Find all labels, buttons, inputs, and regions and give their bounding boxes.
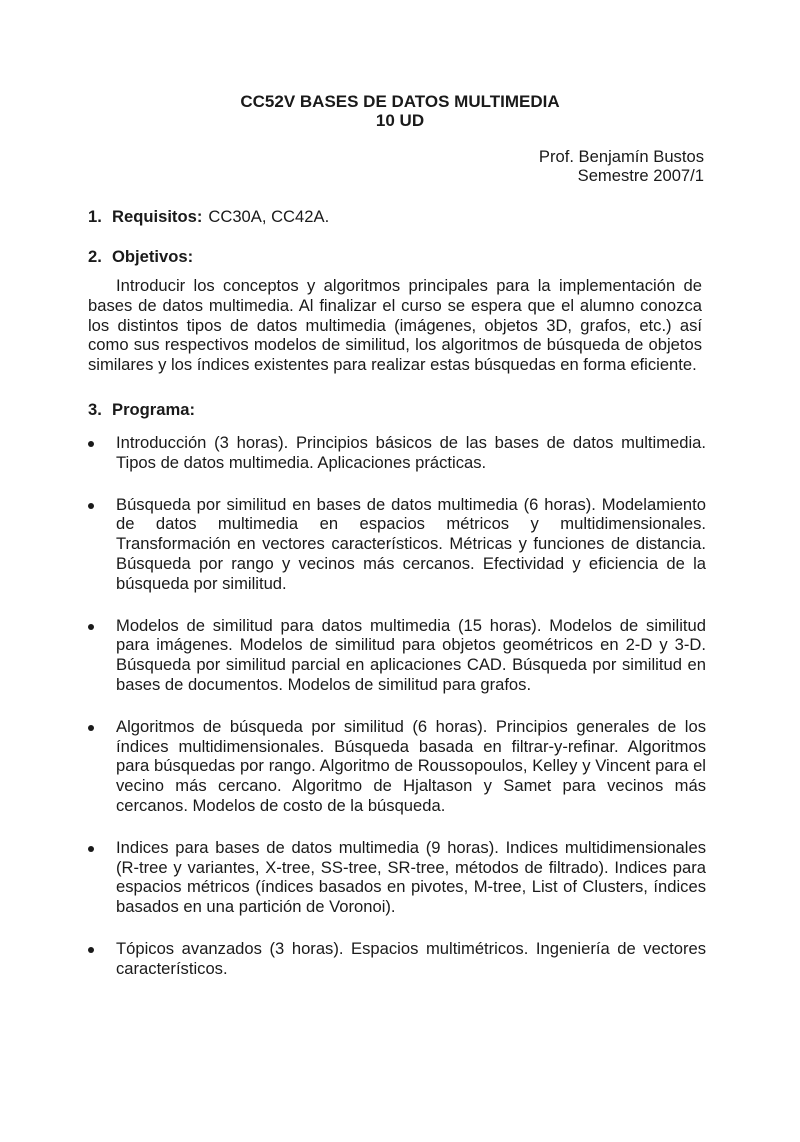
list-item	[88, 433, 706, 473]
requisites-value: CC30A, CC42A.	[208, 207, 330, 226]
list-item	[88, 838, 706, 917]
bullet-icon	[88, 503, 94, 509]
objectives-paragraph	[88, 276, 702, 375]
program-item-text: Algoritmos de búsqueda por similitud (6 horas). Principios generales de los índices multidimensionales. Búsqueda basada en filtrar-y-refinar. Algoritmos para búsquedas por rango. Algoritmo de Roussopoulos, Kelley y Vincent para el vecino más cercano. Algoritmo de Hjaltason y Samet para vecinos más cercanos. Modelos de costo de la búsqueda.	[116, 716, 706, 815]
section-number: 2.	[88, 247, 102, 266]
list-item	[88, 616, 706, 695]
list-item	[88, 717, 706, 816]
program-list	[88, 433, 706, 1001]
section-number: 3.	[88, 400, 102, 419]
bullet-icon	[88, 947, 94, 953]
program-item-text: Búsqueda por similitud en bases de datos multimedia (6 horas). Modelamiento de datos multimedia en espacios métricos y multidimensionales. Transformación en vectores característicos. Métricas y funciones de distancia. Búsqueda por rango y vecinos más cercanos. Efectividad y eficiencia de la búsqueda por similitud.	[116, 494, 706, 593]
bullet-icon	[88, 846, 94, 852]
program-item-text: Indices para bases de datos multimedia (9 horas). Indices multidimensionales (R-tree y variantes, X-tree, SS-tree, SR-tree, métodos de filtrado). Indices para espacios métricos (índices basados en pivotes, M-tree, List of Clusters, índices basados en una partición de Voronoi).	[116, 837, 706, 917]
section-requisites	[88, 207, 329, 228]
section-label: Objetivos:	[112, 247, 194, 266]
program-item-text: Modelos de similitud para datos multimedia (15 horas). Modelos de similitud para imágenes. Modelos de similitud para objetos geométricos en 2-D y 3-D. Búsqueda por similitud parcial en aplicaciones CAD. Búsqueda por similitud en bases de documentos. Modelos de similitud para grafos.	[116, 615, 706, 694]
semester: Semestre 2007/1	[577, 166, 704, 185]
objectives-text: Introducir los conceptos y algoritmos principales para la implementación de bases de datos multimedia. Al finalizar el curso se espera que el alumno conozca los distintos tipos de datos multimedia (imágenes, objetos 3D, grafos, etc.) así como sus respectivos modelos de similitud, los algoritmos de búsqueda de objetos similares y los índices existentes para realizar estas búsquedas en forma eficiente.	[88, 276, 702, 375]
section-objectives	[88, 247, 193, 268]
section-label: Requisitos:	[112, 207, 203, 226]
bullet-icon	[88, 441, 94, 447]
instructor-name: Prof. Benjamín Bustos	[538, 147, 704, 166]
course-units: 10 UD	[375, 111, 425, 130]
list-item	[88, 495, 706, 594]
program-item-text: Introducción (3 horas). Principios básicos de las bases de datos multimedia. Tipos de datos multimedia. Aplicaciones prácticas.	[116, 433, 706, 472]
section-label: Programa:	[112, 400, 195, 419]
bullet-icon	[88, 624, 94, 630]
bullet-icon	[88, 725, 94, 731]
program-item-text: Tópicos avanzados (3 horas). Espacios multimétricos. Ingeniería de vectores característicos.	[116, 938, 706, 978]
instructor-block	[539, 147, 704, 185]
list-item	[88, 939, 706, 979]
section-program	[88, 400, 195, 421]
course-title: CC52V BASES DE DATOS MULTIMEDIA	[240, 92, 560, 111]
section-number: 1.	[88, 207, 102, 226]
